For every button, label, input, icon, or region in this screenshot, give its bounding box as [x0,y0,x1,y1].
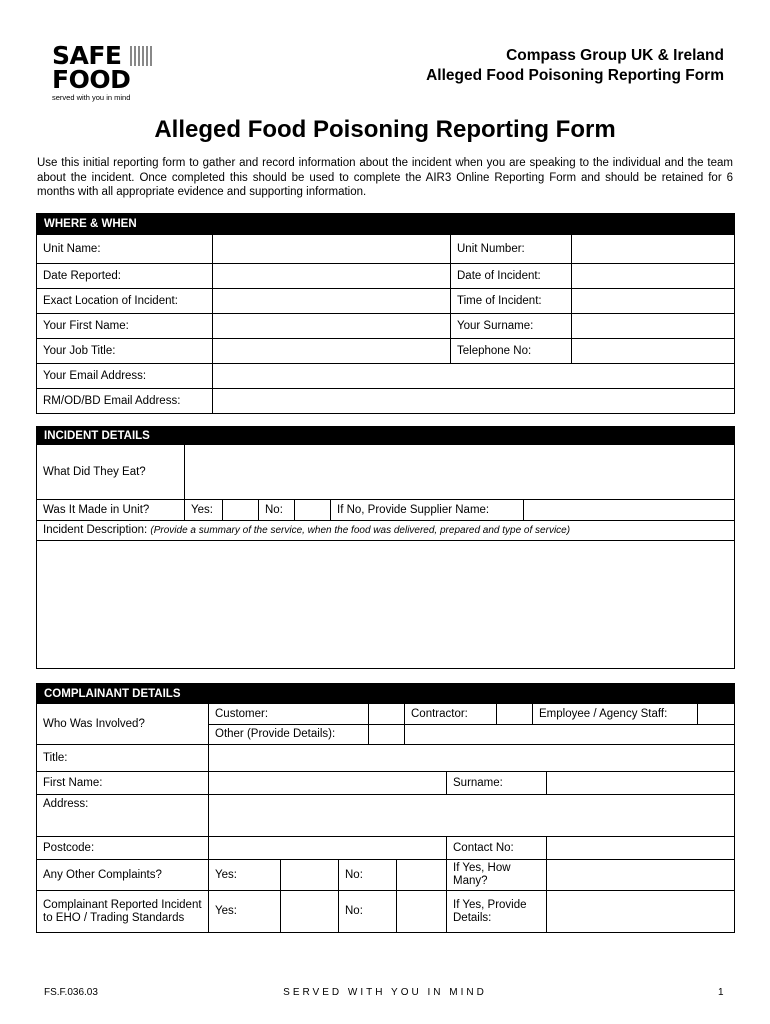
complaints-yes-label: Yes: [208,860,280,890]
eho-no-checkbox[interactable] [396,891,446,932]
row-address [37,794,734,836]
address-label: Address: [43,798,89,810]
first-name-field[interactable] [208,772,446,794]
row-dates [37,263,734,288]
logo-tagline: served with you in mind [52,93,131,102]
surname-field[interactable] [546,772,734,794]
intro-text: Use this initial reporting form to gather and record information about the incident when you are speaking to the individual and the team about the incident. Once completed this should be used to complete the AIR3 Online Reporting Form and should be retained for 6 months with all appropriate evidence and supporting information. [37,157,733,198]
header-org-block [426,46,724,86]
date-reported-label: Date Reported: [43,269,121,282]
employee-label: Employee / Agency Staff: [532,704,697,724]
date-incident-label: Date of Incident: [450,264,571,288]
postcode-field[interactable] [208,837,446,859]
who-label: Who Was Involved? [43,717,145,730]
provide-details-field[interactable] [546,891,734,932]
customer-label: Customer: [215,707,269,720]
surname-field[interactable] [571,314,734,338]
page-title: Alleged Food Poisoning Reporting Form [154,116,616,143]
contact-label: Contact No: [446,837,546,859]
row-job [37,338,734,363]
made-no-label: No: [258,500,294,520]
job-title-field[interactable] [212,339,450,363]
row-postcode [37,836,734,859]
other-complaints-label: Any Other Complaints? [43,868,162,881]
contact-field[interactable] [546,837,734,859]
eho-label: Complainant Reported Incident to EHO / Trading Standards [43,898,202,924]
what-eat-label: What Did They Eat? [43,465,146,478]
who-row-1 [208,704,734,724]
row-title [37,744,734,771]
exact-location-label: Exact Location of Incident: [43,294,178,307]
row-unit [37,234,734,263]
unit-number-field[interactable] [571,235,734,263]
surname-label: Your Surname: [450,314,571,338]
how-many-field[interactable] [546,860,734,890]
made-no-checkbox[interactable] [294,500,330,520]
email-field[interactable] [212,364,734,388]
address-field[interactable] [208,795,734,836]
first-name-field[interactable] [212,314,450,338]
row-name [37,771,734,794]
surname-label: Surname: [446,772,546,794]
email-label: Your Email Address: [43,369,147,382]
supplier-field[interactable] [523,500,734,520]
description-field[interactable] [37,540,734,668]
description-note: (Provide a summary of the service, when the food was delivered, prepared and type of service) [150,525,571,536]
what-eat-field[interactable] [184,445,734,499]
unit-name-field[interactable] [212,235,450,263]
rm-email-label: RM/OD/BD Email Address: [43,394,181,407]
complainant-details-section [36,683,735,933]
first-name-label: First Name: [43,776,103,789]
employee-checkbox[interactable] [697,704,734,724]
header-form-name: Alleged Food Poisoning Reporting Form [426,67,724,84]
other-details-field[interactable] [404,725,734,744]
job-title-label: Your Job Title: [43,344,116,357]
complaints-no-checkbox[interactable] [396,860,446,890]
first-name-label: Your First Name: [43,319,129,332]
title-field[interactable] [208,745,734,771]
unit-number-label: Unit Number: [450,235,571,263]
other-checkbox[interactable] [368,725,404,744]
logo-barcode-icon [130,46,152,66]
row-rm-email [37,388,734,413]
customer-checkbox[interactable] [368,704,404,724]
page-number: 1 [718,987,724,998]
rm-email-field[interactable] [212,389,734,413]
row-what-eat [37,444,734,499]
org-name: Compass Group UK & Ireland [506,47,724,64]
exact-location-field[interactable] [212,289,450,313]
made-yes-checkbox[interactable] [222,500,258,520]
other-label: Other (Provide Details): [215,728,336,740]
row-who [37,703,734,744]
row-location [37,288,734,313]
complaints-no-label: No: [338,860,396,890]
supplier-label: If No, Provide Supplier Name: [330,500,523,520]
incident-details-section [36,426,735,669]
made-yes-label: Yes: [184,500,222,520]
date-reported-field[interactable] [212,264,450,288]
title-label: Title: [43,751,68,764]
unit-name-label: Unit Name: [43,242,101,255]
row-email [37,363,734,388]
how-many-label: If Yes, How Many? [446,860,546,890]
row-description-label [37,520,734,540]
row-eho [37,890,734,932]
eho-yes-label: Yes: [208,891,280,932]
postcode-label: Postcode: [43,841,95,854]
time-incident-field[interactable] [571,289,734,313]
safe-food-logo [52,41,162,104]
footer-tagline: SERVED WITH YOU IN MIND [283,987,487,998]
logo-line-2: FOOD [52,65,131,94]
row-other-complaints [37,859,734,890]
time-incident-label: Time of Incident: [450,289,571,313]
description-label: Incident Description: [43,524,148,536]
contractor-checkbox[interactable] [496,704,532,724]
section-heading: COMPLAINANT DETAILS [37,684,734,703]
section-heading: INCIDENT DETAILS [37,427,734,444]
telephone-label: Telephone No: [450,339,571,363]
made-in-unit-label: Was It Made in Unit? [43,503,150,516]
row-names [37,313,734,338]
contractor-label: Contractor: [404,704,496,724]
date-incident-field[interactable] [571,264,734,288]
eho-yes-checkbox[interactable] [280,891,338,932]
logo-line-1: SAFE [52,41,122,70]
row-made-in-unit [37,499,734,520]
description-label-cell [37,521,734,540]
telephone-field[interactable] [571,339,734,363]
eho-no-label: No: [338,891,396,932]
form-code: FS.F.036.03 [44,987,98,998]
where-when-section [36,213,735,414]
complaints-yes-checkbox[interactable] [280,860,338,890]
section-heading: WHERE & WHEN [37,214,734,234]
provide-details-label: If Yes, Provide Details: [446,891,546,932]
who-row-2 [208,724,734,744]
